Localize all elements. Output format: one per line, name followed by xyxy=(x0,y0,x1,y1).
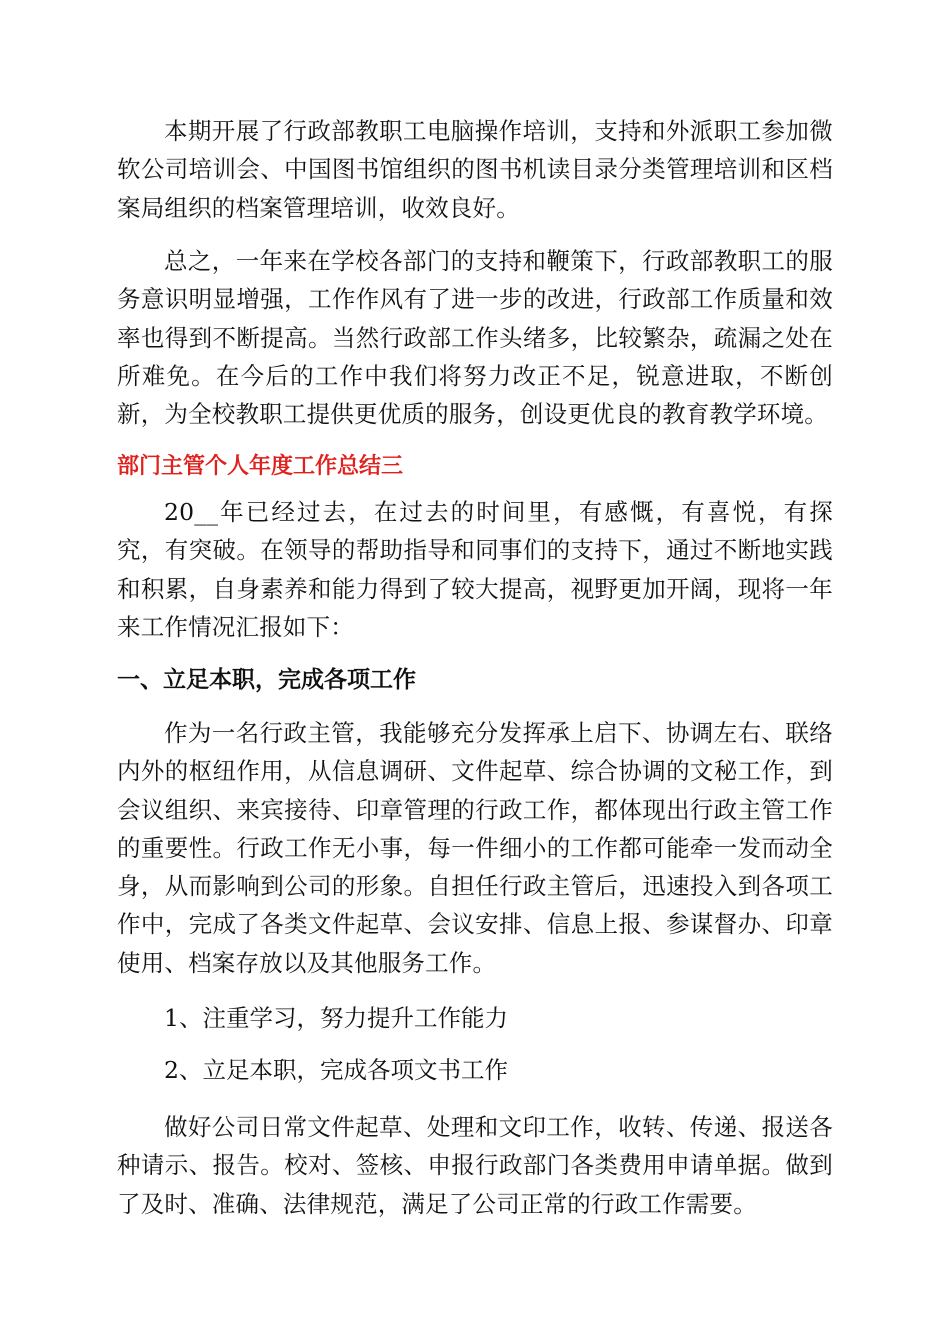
list-item-study: 1、注重学习，努力提升工作能力 xyxy=(164,1004,508,1032)
list-item-documents: 2、立足本职，完成各项文书工作 xyxy=(164,1056,508,1084)
paragraph-training: 本期开展了行政部教职工电脑操作培训，支持和外派职工参加微软公司培训会、中国图书馆组织的图书机读目录分类管理培训和区档案局组织的档案管理培训，收效良好。 xyxy=(117,117,833,222)
paragraph-intro: 20__年已经过去，在过去的时间里，有感慨，有喜悦，有探究，有突破。在领导的帮助指导和同事们的支持下，通过不断地实践和积累，自身素养和能力得到了较大提高，视野更加开阔，现将一年来工作情况汇报如下： xyxy=(117,498,833,641)
paragraph-summary: 总之，一年来在学校各部门的支持和鞭策下，行政部教职工的服务意识明显增强，工作作风有了进一步的改进，行政部工作质量和效率也得到不断提高。当然行政部工作头绪多，比较繁杂，疏漏之处在所难免。在今后的工作中我们将努力改正不足，锐意进取，不断创新，为全校教职工提供更优质的服务，创设更优良的教育教学环境。 xyxy=(117,247,833,429)
heading-one: 一、立足本职，完成各项工作 xyxy=(117,667,416,693)
paragraph-role: 作为一名行政主管，我能够充分发挥承上启下、协调左右、联络内外的枢纽作用，从信息调研、文件起草、综合协调的文秘工作，到会议组织、来宾接待、印章管理的行政工作，都体现出行政主管工作的重要性。行政工作无小事，每一件细小的工作都可能牵一发而动全身，从而影响到公司的形象。自担任行政主管后，迅速投入到各项工作中，完成了各类文件起草、会议安排、信息上报、参谋督办、印章使用、档案存放以及其他服务工作。 xyxy=(117,719,833,977)
section-title: 部门主管个人年度工作总结三 xyxy=(117,454,404,479)
paragraph-daily-work: 做好公司日常文件起草、处理和文印工作，收转、传递、报送各种请示、报告。校对、签核、申报行政部门各类费用申请单据。做到了及时、准确、法律规范，满足了公司正常的行政工作需要。 xyxy=(117,1113,833,1218)
